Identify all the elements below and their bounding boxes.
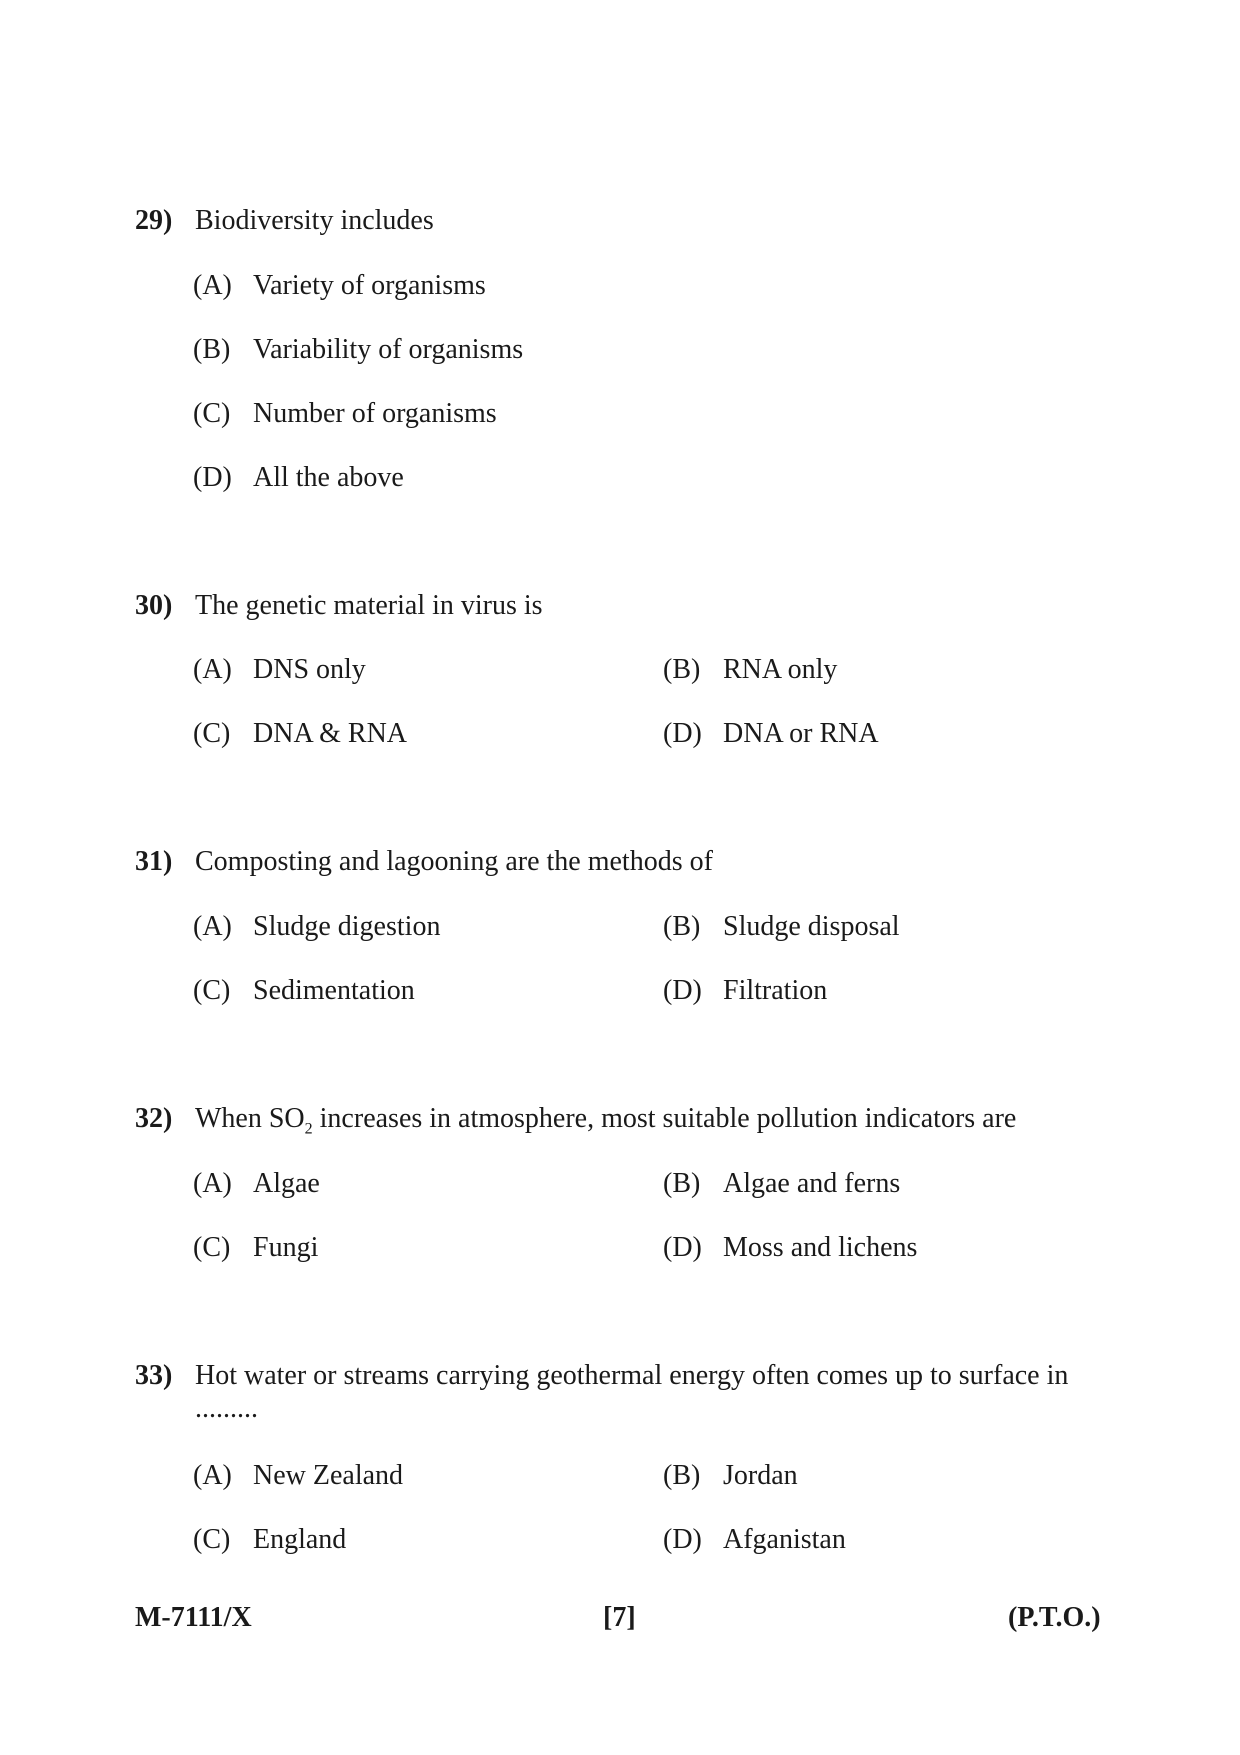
option-d [663,975,827,1007]
option-c [193,398,497,430]
question-number: 33) [135,1360,173,1391]
option-text: England [253,1524,347,1555]
question-number: 31) [135,846,173,877]
option-letter: (B) [663,1460,701,1491]
option-letter: (B) [663,1168,701,1199]
option-c [193,975,415,1007]
option-text: DNA & RNA [253,718,408,749]
option-a [193,270,486,302]
option-text: Jordan [723,1460,798,1491]
option-letter: (C) [193,398,231,429]
option-text: Sedimentation [253,975,415,1006]
option-letter: (D) [663,975,702,1006]
question-text: Hot water or streams carrying geothermal energy often comes up to surface in [195,1360,1069,1391]
option-letter: (A) [193,270,232,301]
option-letter: (A) [193,654,232,685]
option-b [193,334,523,366]
option-letter: (A) [193,1460,232,1491]
option-letter: (B) [193,334,231,365]
question-number: 32) [135,1103,173,1134]
option-a [193,1168,320,1200]
question-text: The genetic material in virus is [195,590,543,621]
question-text [195,1103,1016,1139]
option-letter: (A) [193,911,232,942]
option-letter: (D) [663,1232,702,1263]
option-d [663,718,879,750]
option-letter: (B) [663,654,701,685]
question-continuation: ......... [195,1393,258,1424]
question-number: 30) [135,590,173,621]
option-c [193,1524,346,1556]
option-letter: (D) [193,462,232,493]
option-letter: (A) [193,1168,232,1199]
option-text: Algae and ferns [723,1168,901,1199]
option-a [193,911,440,943]
question-text-part: increases in atmosphere, most suitable pollution indicators are [312,1103,1017,1134]
paper-code: M-7111/X [135,1602,252,1633]
option-letter: (B) [663,911,701,942]
option-a [193,1460,403,1492]
option-d [663,1524,846,1556]
option-text: Sludge digestion [253,911,441,942]
subscript: 2 [304,1120,313,1138]
question-number: 29) [135,205,173,236]
option-text: All the above [253,462,404,493]
option-text: Variety of organisms [253,270,486,301]
option-b [663,1460,798,1492]
pto-label: (P.T.O.) [1008,1602,1101,1633]
option-b [663,654,837,686]
option-text: Algae [253,1168,320,1199]
option-text: DNA or RNA [723,718,879,749]
page-number: [7] [603,1602,636,1633]
option-letter: (C) [193,975,231,1006]
option-letter: (C) [193,1232,231,1263]
option-text: Number of organisms [253,398,497,429]
option-a [193,654,366,686]
option-text: Fungi [253,1232,319,1263]
question-text-part: When SO [195,1103,305,1134]
option-b [663,1168,900,1200]
option-letter: (C) [193,1524,231,1555]
option-text: Moss and lichens [723,1232,918,1263]
option-c [193,718,407,750]
option-text: Variability of organisms [253,334,524,365]
option-text: Filtration [723,975,828,1006]
option-text: RNA only [723,654,838,685]
option-text: Afganistan [723,1524,846,1555]
option-b [663,911,900,943]
option-letter: (D) [663,1524,702,1555]
option-text: Sludge disposal [723,911,900,942]
question-text: Biodiversity includes [195,205,434,236]
option-d [193,462,404,494]
option-letter: (D) [663,718,702,749]
option-letter: (C) [193,718,231,749]
option-d [663,1232,917,1264]
question-text: Composting and lagooning are the methods of [195,846,713,877]
option-text: New Zealand [253,1460,404,1491]
option-c [193,1232,318,1264]
option-text: DNS only [253,654,366,685]
